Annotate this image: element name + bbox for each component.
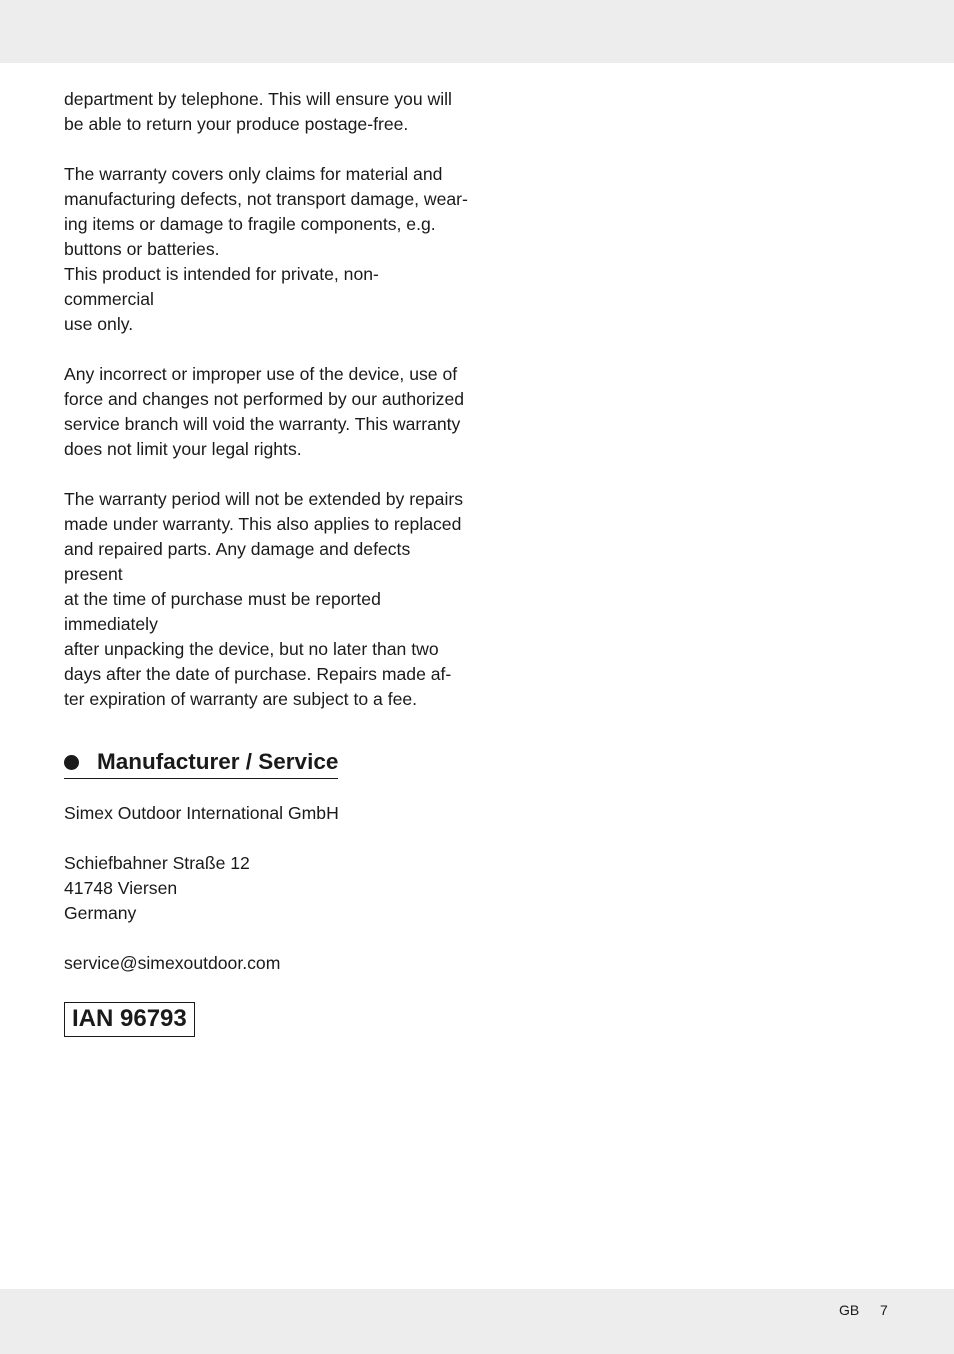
ian-number: IAN 96793 [64, 1002, 195, 1037]
manufacturer-address [64, 801, 468, 976]
paragraph-warranty-period: The warranty period will not be extended by repairs made under warranty. This also applies to replaced and repaired parts. Any damage and defects present at the time of purchase must be reported immediately after unpacking the device, but no later than two days after the date of purchase. Repairs made af- ter expiration of warranty are subject to a fee. [64, 489, 464, 709]
country: Germany [64, 903, 137, 923]
footer-language: GB [839, 1302, 860, 1318]
company-name: Simex Outdoor International GmbH [64, 803, 339, 823]
service-email: service@simexoutdoor.com [64, 953, 281, 973]
bullet-icon [64, 755, 79, 770]
footer-page-number: 7 [880, 1302, 888, 1318]
footer-band [0, 1289, 954, 1354]
section-title: Manufacturer / Service [97, 749, 339, 774]
section-heading [64, 748, 338, 779]
city-address: 41748 Viersen [64, 878, 178, 898]
paragraph-warranty-void: Any incorrect or improper use of the device, use of force and changes not performed by our authorized service branch will void the warranty. This warranty does not limit your legal rights. [64, 364, 465, 459]
paragraph-return-info: department by telephone. This will ensure you will be able to return your produce postage-free. [64, 89, 452, 134]
page-content [64, 87, 468, 1037]
paragraph-warranty-coverage: The warranty covers only claims for material and manufacturing defects, not transport damage, wear- ing items or damage to fragile components, e.g. buttons or batteries. This product is intended for private, non-commercial use only. [64, 164, 468, 334]
street-address: Schiefbahner Straße 12 [64, 853, 250, 873]
header-band [0, 0, 954, 63]
